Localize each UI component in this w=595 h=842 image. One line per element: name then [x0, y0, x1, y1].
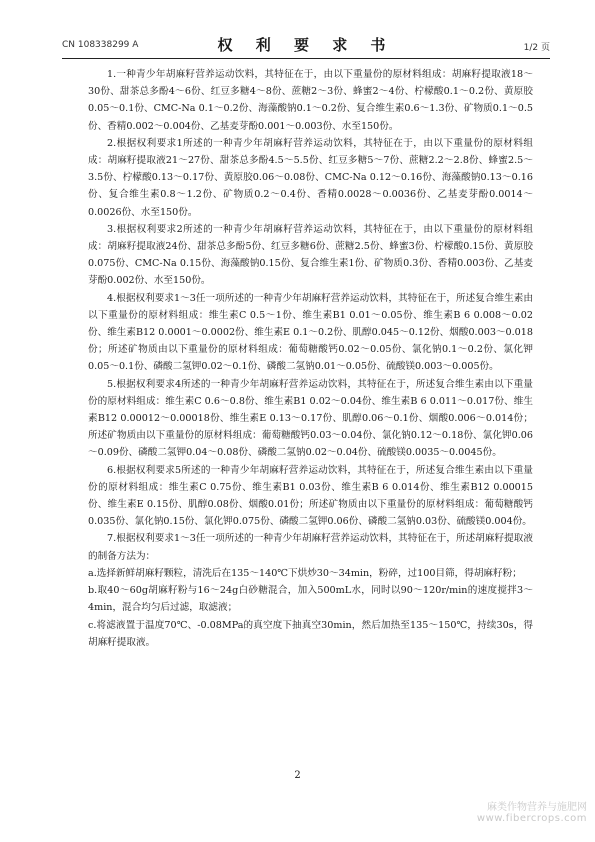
document-title: 权 利 要 求 书 [217, 36, 395, 54]
claim-7-step-a: a.选择新鲜胡麻籽颗粒，清洗后在135～140℃下烘炒30～34min，粉碎，过100目筛，得胡麻籽粉； [88, 567, 522, 579]
claim-7: 7.根据权利要求1～3任一项所述的一种青少年胡麻籽营养运动饮料，其特征在于，所述胡麻籽提取液的制备方法为： [88, 533, 533, 562]
claim-6: 6.根据权利要求5所述的一种青少年胡麻籽营养运动饮料，其特征在于，所述复合维生素由以下重量份的原材料组成：维生素C 0.75份、维生素B1 0.03份、维生素B 6 0.014份、维生素B12 0.00015份、维生素E 0.15份、肌醇0.08份、烟酸0.01份；所述矿物质由以下重量份的原材料组成：葡萄糖酸钙0.035份、氯化钠0.15份、氯化钾0.075份、磷酸二氢钾0.06份、磷酸二氢钠0.03份、硫酸镁0.004份。 [88, 464, 533, 528]
page-indicator: 1/2 页 [523, 43, 550, 53]
claim-1: 1.一种青少年胡麻籽营养运动饮料，其特征在于，由以下重量份的原材料组成：胡麻籽提取液18～30份、甜茶总多酚4～6份、红豆多糖4～8份、蔗糖2～3份、蜂蜜2～4份、柠檬酸0.1～0.2份、黄原胶0.05～0.1份、CMC-Na 0.1～0.2份、海藻酸钠0.1～0.2份、复合维生素0.6～1.3份、矿物质0.1～0.5份、香精0.002～0.004份、乙基麦芽酚0.001～0.003份、水至150份。 [88, 69, 533, 132]
watermark-site-name: 麻类作物营养与施肥网 [487, 802, 587, 813]
header-divider [62, 58, 550, 59]
claim-4: 4.根据权利要求1～3任一项所述的一种青少年胡麻籽营养运动饮料，其特征在于，所述复合维生素由以下重量份的原材料组成：维生素C 0.5～1份、维生素B1 0.01～0.05份、维生素B 6 0.008～0.02份、维生素B12 0.0001～0.0002份、维生素E 0.1～0.2份、肌醇0.045～0.12份、烟酸0.003～0.018份；所述矿物质由以下重量份的原材料组成：葡萄糖酸钙0.02～0.05份、氯化钠0.1～0.2份、氯化钾0.05～0.1份、磷酸二氢钾0.02～0.1份、磷酸二氢钠0.01～0.05份、硫酸镁0.003～0.005份。 [88, 292, 533, 373]
site-watermark [477, 798, 587, 824]
claim-2: 2.根据权利要求1所述的一种青少年胡麻籽营养运动饮料，其特征在于，由以下重量份的原材料组成：胡麻籽提取液21～27份、甜茶总多酚4.5～5.5份、红豆多糖5～7份、蔗糖2.2～2.8份、蜂蜜2.5～3.5份、柠檬酸0.13～0.17份、黄原胶0.06～0.08份、CMC-Na 0.12～0.16份、海藻酸钠0.13～0.16份、复合维生素0.8～1.2份、矿物质0.2～0.4份、香精0.0028～0.0036份、乙基麦芽酚0.0014～0.0026份、水至150份。 [88, 137, 533, 218]
page-number: 2 [294, 770, 301, 781]
claim-3: 3.根据权利要求2所述的一种青少年胡麻籽营养运动饮料，其特征在于，由以下重量份的原材料组成：胡麻籽提取液24份、甜茶总多酚5份、红豆多糖6份、蔗糖2.5份、蜂蜜3份、柠檬酸0.15份、黄原胶0.075份、CMC-Na 0.15份、海藻酸钠0.15份、复合维生素1份、矿物质0.3份、香精0.003份、乙基麦芽酚0.002份、水至150份。 [88, 223, 533, 287]
watermark-url: www.fibercrops.com [476, 813, 587, 824]
claim-7-step-c: c.将滤液置于温度70℃、-0.08MPa的真空度下抽真空30min，然后加热至135～150℃，持续30s，得胡麻籽提取液。 [88, 619, 533, 648]
page-header [62, 34, 550, 56]
claim-7-step-b: b.取40～60g胡麻籽粉与16～24g白砂糖混合，加入500mL水，同时以90～120r/min的速度搅拌3～4min，混合均匀后过滤，取滤液； [88, 585, 533, 614]
claims-body [88, 66, 533, 651]
publication-number: CN 108338299 A [62, 40, 139, 50]
claim-5: 5.根据权利要求4所述的一种青少年胡麻籽营养运动饮料，其特征在于，所述复合维生素由以下重量份的原材料组成：维生素C 0.6～0.8份、维生素B1 0.02～0.04份、维生素B 6 0.011～0.017份、维生素B12 0.00012～0.00018份、维生素E 0.13～0.17份、肌醇0.06～0.1份、烟酸0.006～0.014份；所述矿物质由以下重量份的原材料组成：葡萄糖酸钙0.03～0.04份、氯化钠0.12～0.18份、氯化钾0.06～0.09份、磷酸二氢钾0.04～0.08份、磷酸二氢钠0.02～0.04份、硫酸镁0.0035～0.0045份。 [88, 378, 533, 459]
